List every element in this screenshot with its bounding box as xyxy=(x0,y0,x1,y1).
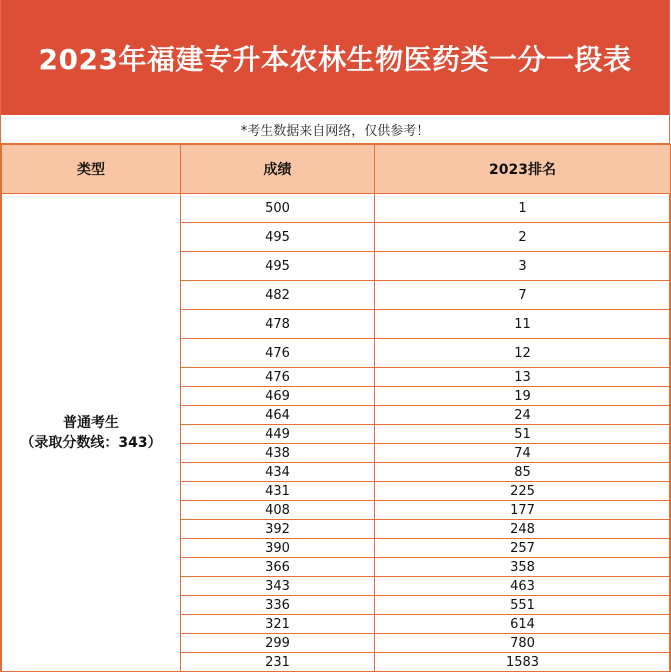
rank-cell: 24 xyxy=(375,406,671,425)
rank-cell: 3 xyxy=(375,252,671,281)
score-cell: 431 xyxy=(181,482,375,501)
rank-cell: 19 xyxy=(375,387,671,406)
score-cell: 495 xyxy=(181,223,375,252)
score-cell: 321 xyxy=(181,615,375,634)
table-row xyxy=(2,194,671,223)
score-cell: 231 xyxy=(181,653,375,672)
rank-cell: 1 xyxy=(375,194,671,223)
score-cell: 449 xyxy=(181,425,375,444)
rank-cell: 463 xyxy=(375,577,671,596)
score-cell: 495 xyxy=(181,252,375,281)
rank-cell: 12 xyxy=(375,339,671,368)
rank-cell: 248 xyxy=(375,520,671,539)
score-cell: 476 xyxy=(181,339,375,368)
rank-cell: 7 xyxy=(375,281,671,310)
score-cell: 336 xyxy=(181,596,375,615)
score-rank-table xyxy=(1,144,671,672)
rank-cell: 780 xyxy=(375,634,671,653)
page-title: 2023年福建专升本农林生物医药类一分一段表 xyxy=(38,42,632,76)
rank-cell: 614 xyxy=(375,615,671,634)
category-cell xyxy=(2,194,181,672)
score-cell: 299 xyxy=(181,634,375,653)
score-cell: 478 xyxy=(181,310,375,339)
rank-cell: 257 xyxy=(375,539,671,558)
table-header-row xyxy=(2,145,671,194)
title-banner xyxy=(1,0,669,115)
rank-cell: 51 xyxy=(375,425,671,444)
rank-cell: 11 xyxy=(375,310,671,339)
rank-cell: 551 xyxy=(375,596,671,615)
score-cell: 408 xyxy=(181,501,375,520)
rank-cell: 177 xyxy=(375,501,671,520)
score-cell: 482 xyxy=(181,281,375,310)
score-cell: 366 xyxy=(181,558,375,577)
rank-cell: 2 xyxy=(375,223,671,252)
rank-cell: 1583 xyxy=(375,653,671,672)
score-cell: 500 xyxy=(181,194,375,223)
category-name: 普通考生 xyxy=(63,414,119,431)
score-cell: 464 xyxy=(181,406,375,425)
score-cell: 392 xyxy=(181,520,375,539)
header-type: 类型 xyxy=(2,145,181,194)
score-cell: 343 xyxy=(181,577,375,596)
score-cell: 476 xyxy=(181,368,375,387)
score-cell: 469 xyxy=(181,387,375,406)
header-rank: 2023排名 xyxy=(375,145,671,194)
rank-cell: 358 xyxy=(375,558,671,577)
rank-cell: 13 xyxy=(375,368,671,387)
disclaimer-note: *考生数据来自网络，仅供参考！ xyxy=(1,115,669,144)
score-cell: 434 xyxy=(181,463,375,482)
score-cell: 438 xyxy=(181,444,375,463)
rank-cell: 74 xyxy=(375,444,671,463)
table-body xyxy=(2,194,671,672)
rank-cell: 225 xyxy=(375,482,671,501)
rank-cell: 85 xyxy=(375,463,671,482)
category-cutoff: （录取分数线：343） xyxy=(20,434,162,451)
header-score: 成绩 xyxy=(181,145,375,194)
score-cell: 390 xyxy=(181,539,375,558)
